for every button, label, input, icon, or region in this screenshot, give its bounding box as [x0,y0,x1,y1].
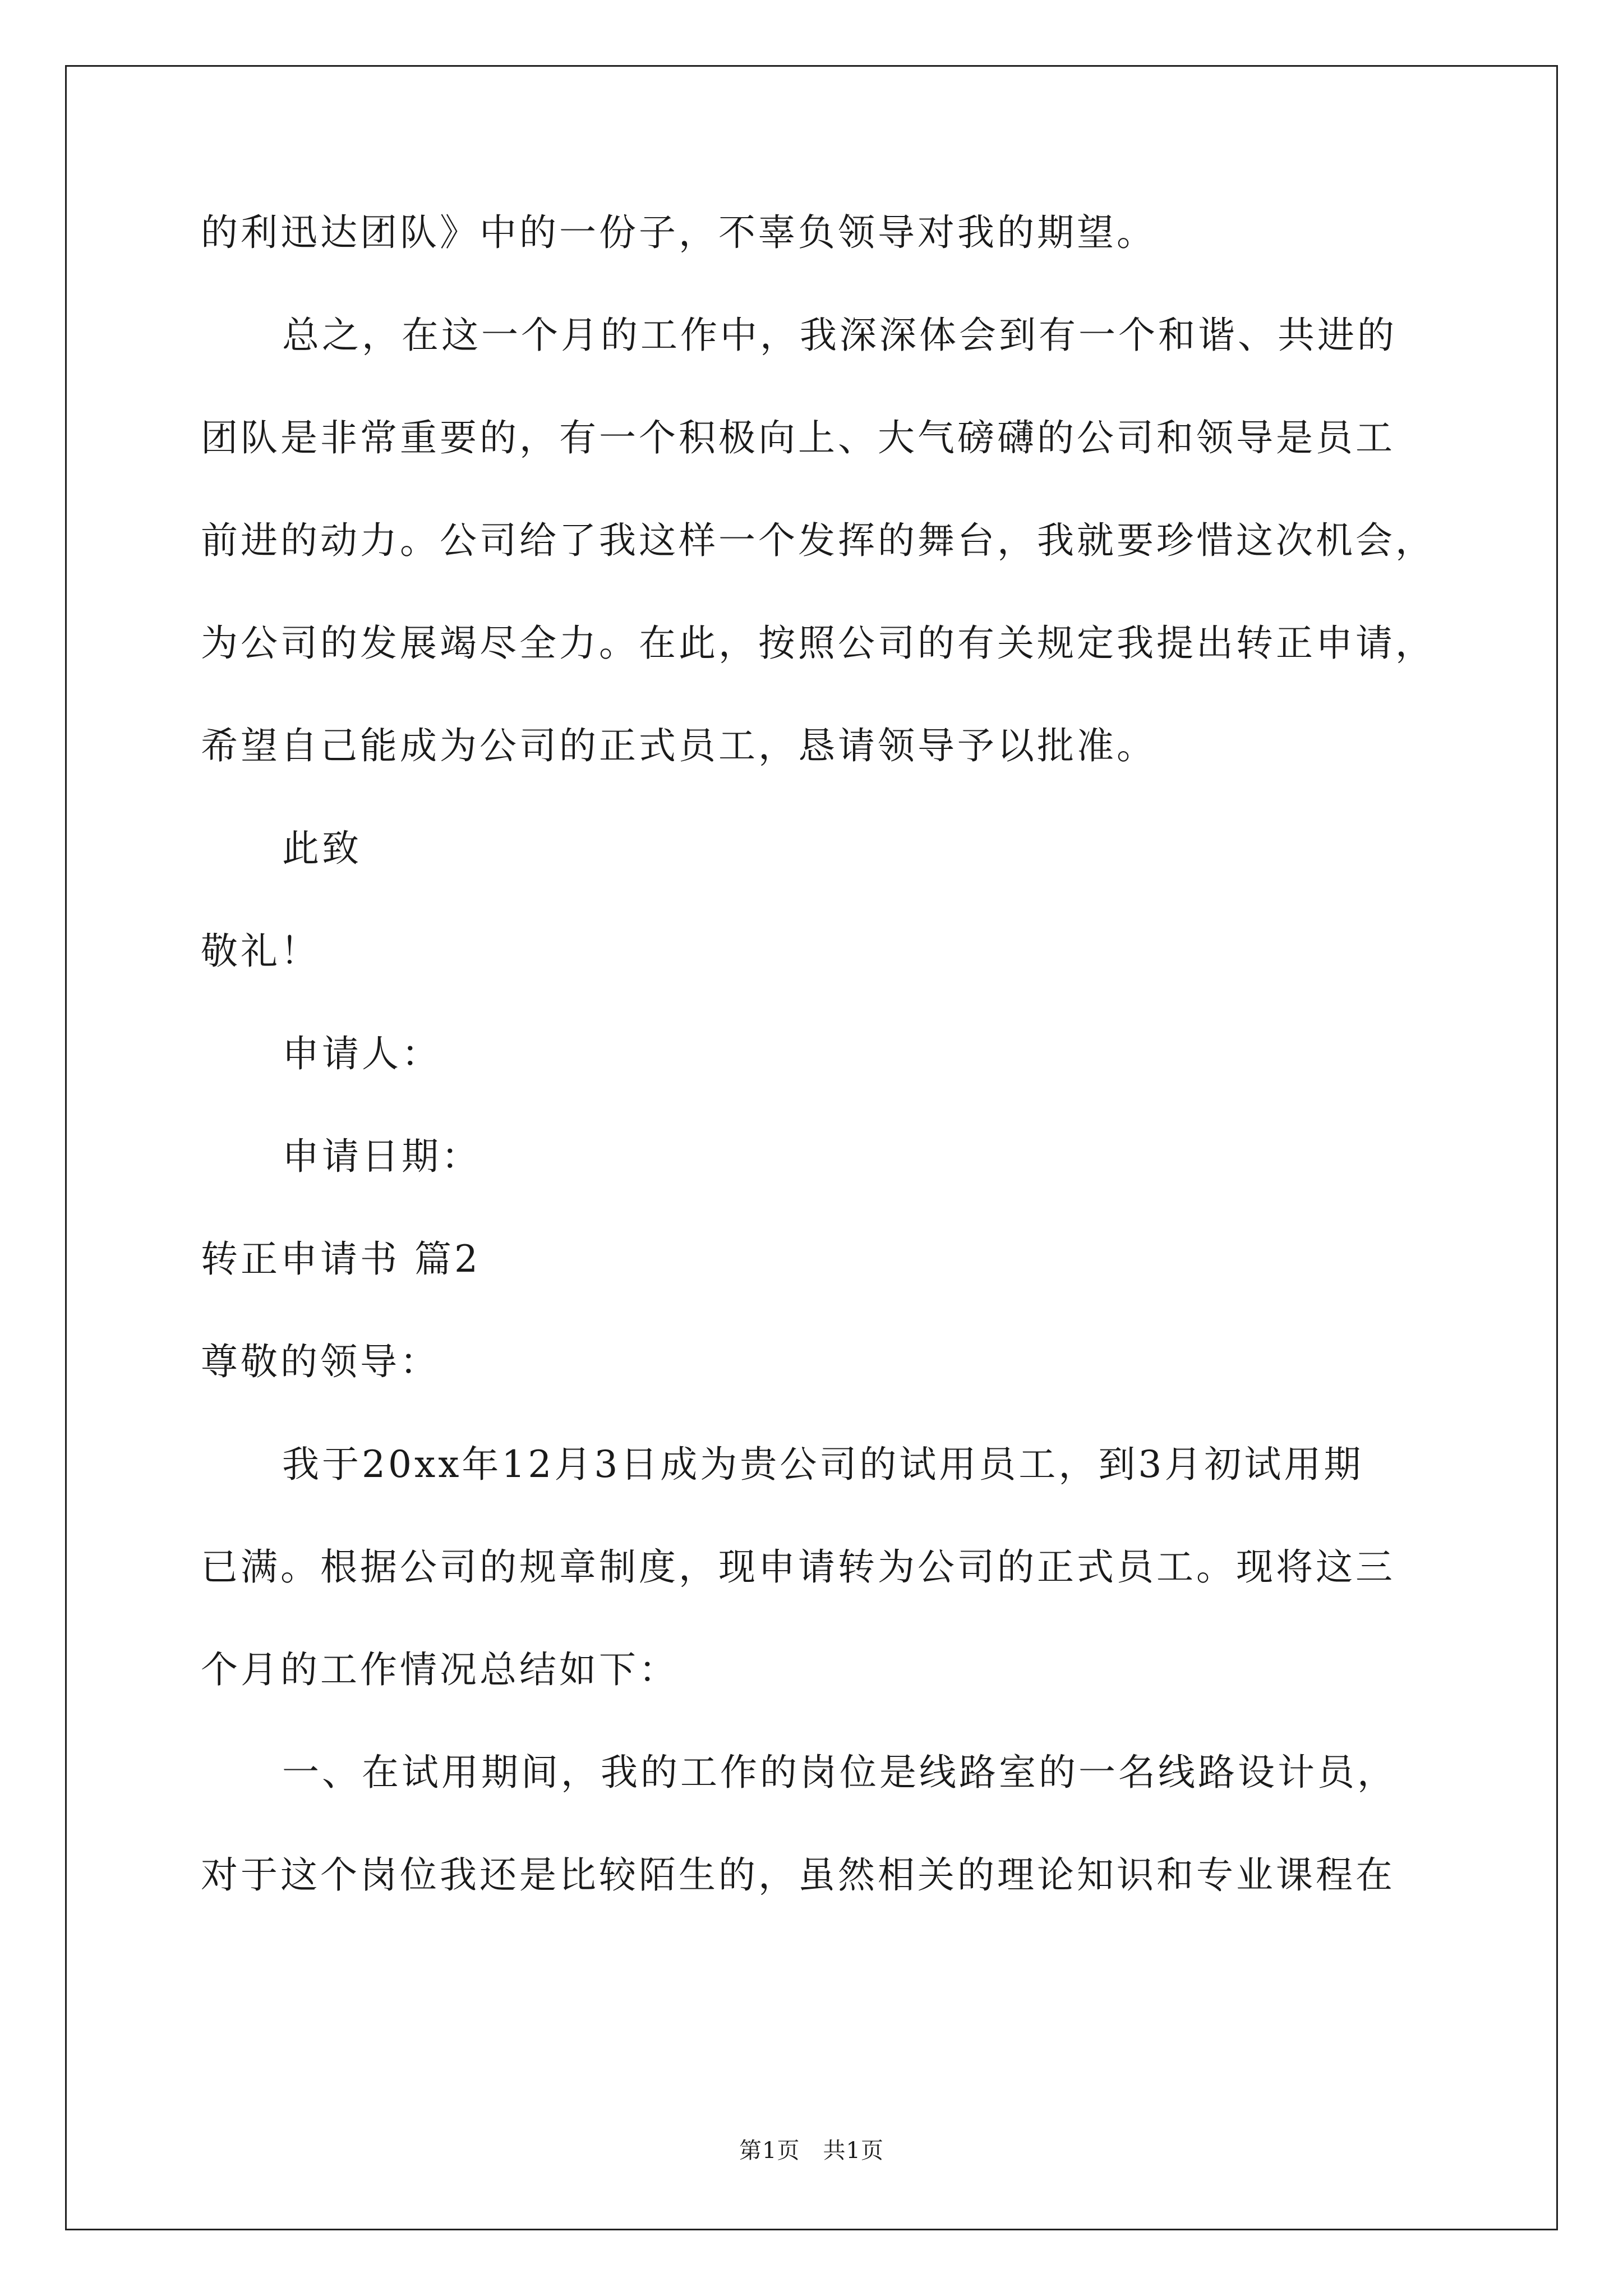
greeting-line: 尊敬的领导： [201,1340,440,1383]
text-line: 对于这个岗位我还是比较陌生的，虽然相关的理论知识和专业课程在 [201,1853,1395,1897]
paragraph-line: 我于20xx年12月3日成为贵公司的试用员工，到3月初试用期 [282,1443,1364,1486]
applicant-line: 申请人： [282,1032,441,1075]
closing-line: 此致 [282,827,362,870]
paragraph-line: 总之，在这一个月的工作中，我深深体会到有一个和谐、共进的 [282,314,1397,357]
page-footer: 第1页 共1页 [739,2138,884,2164]
text-line: 希望自己能成为公司的正式员工，恳请领导予以批准。 [201,724,1156,767]
text-line: 为公司的发展竭尽全力。在此，按照公司的有关规定我提出转正申请， [201,622,1435,665]
salutation-line: 敬礼！ [201,930,320,973]
text-line: 前进的动力。公司给了我这样一个发挥的舞台，我就要珍惜这次机会， [201,519,1435,562]
text-line: 的利迅达团队》中的一份子，不辜负领导对我的期望。 [201,211,1156,254]
date-line: 申请日期： [282,1135,481,1178]
section-heading: 转正申请书 篇2 [201,1237,481,1281]
text-line: 团队是非常重要的，有一个积极向上、大气磅礴的公司和领导是员工 [201,416,1395,459]
paragraph-line: 一、在试用期间，我的工作的岗位是线路室的一名线路设计员， [282,1751,1397,1794]
text-line: 个月的工作情况总结如下： [201,1648,679,1691]
text-line: 已满。根据公司的规章制度，现申请转为公司的正式员工。现将这三 [201,1545,1395,1589]
